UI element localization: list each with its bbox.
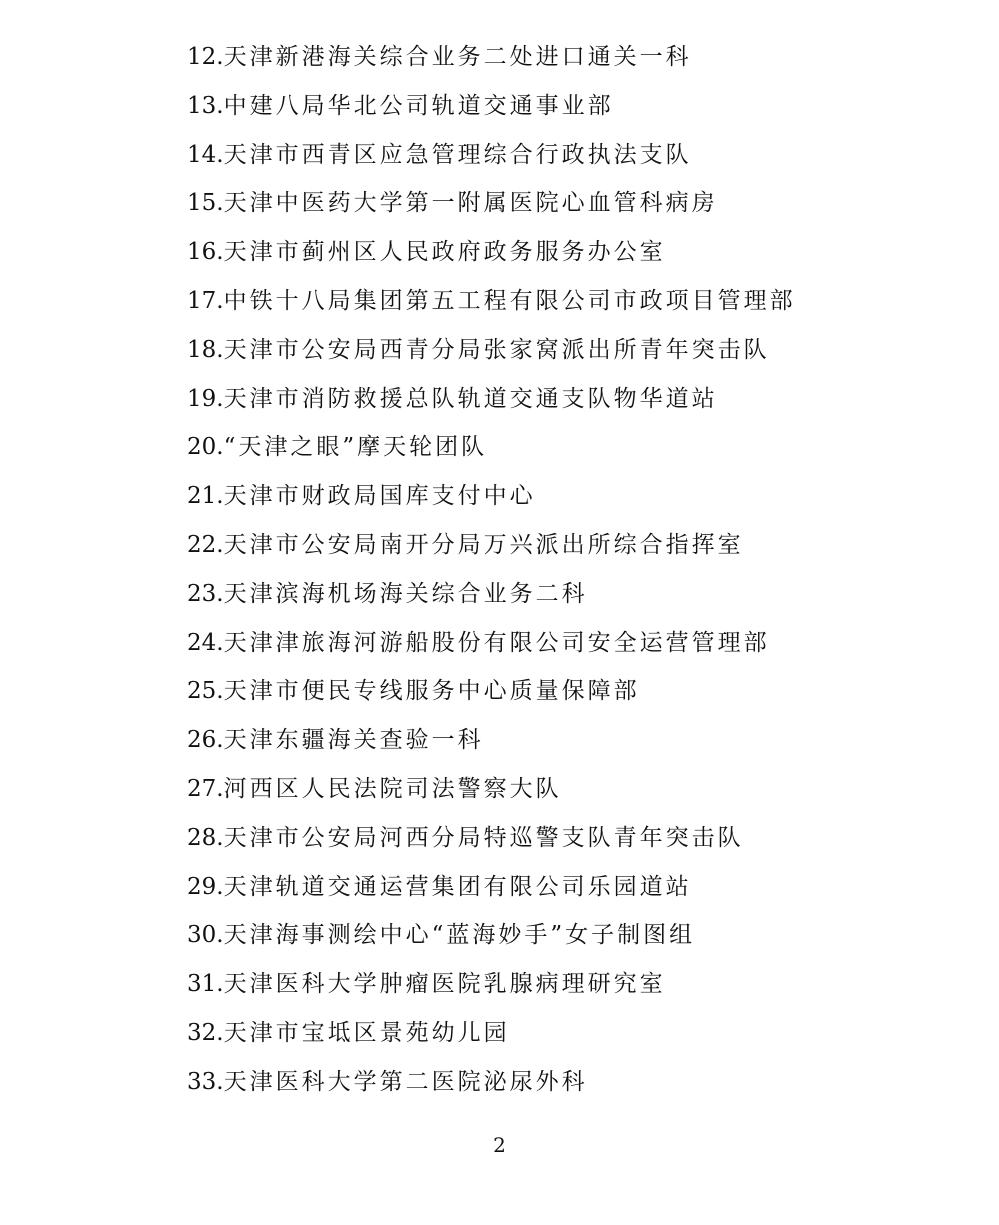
list-item-text: 天津市公安局西青分局张家窝派出所青年突击队 bbox=[223, 336, 770, 363]
list-item bbox=[187, 382, 796, 431]
list-item-number: 16. bbox=[187, 239, 224, 266]
list-item-number: 27. bbox=[187, 775, 224, 802]
list-item-text: 天津市便民专线服务中心质量保障部 bbox=[223, 678, 640, 705]
list-item bbox=[187, 333, 796, 382]
honoree-list bbox=[187, 40, 796, 1114]
list-item bbox=[187, 479, 796, 528]
list-item-text: 天津市公安局河西分局特巡警支队青年突击队 bbox=[223, 824, 744, 851]
list-item bbox=[187, 674, 796, 723]
list-item bbox=[187, 138, 796, 187]
page-number: 2 bbox=[493, 1133, 506, 1157]
list-item bbox=[187, 870, 796, 919]
list-item-number: 15. bbox=[187, 190, 224, 217]
list-item-text: 天津轨道交通运营集团有限公司乐园道站 bbox=[223, 873, 692, 900]
list-item-number: 13. bbox=[187, 92, 224, 119]
list-item-number: 32. bbox=[187, 1019, 224, 1046]
list-item-text: 天津滨海机场海关综合业务二科 bbox=[223, 580, 588, 607]
list-item-text: 天津津旅海河游船股份有限公司安全运营管理部 bbox=[223, 629, 770, 656]
list-item bbox=[187, 40, 796, 89]
list-item-number: 17. bbox=[187, 287, 224, 314]
list-item-text: 天津中医药大学第一附属医院心血管科病房 bbox=[223, 190, 718, 217]
list-item-number: 22. bbox=[187, 531, 224, 558]
list-item-number: 31. bbox=[187, 971, 224, 998]
list-item-text: “天津之眼”摩天轮团队 bbox=[223, 434, 488, 461]
list-item bbox=[187, 918, 796, 967]
list-item bbox=[187, 626, 796, 675]
list-item-text: 天津新港海关综合业务二处进口通关一科 bbox=[223, 44, 692, 70]
list-item-text: 天津市蓟州区人民政府政务服务办公室 bbox=[223, 239, 666, 266]
list-item-text: 天津市宝坻区景苑幼儿园 bbox=[223, 1019, 510, 1046]
list-item bbox=[187, 772, 796, 821]
list-item-number: 21. bbox=[187, 483, 224, 510]
list-item-text: 天津市消防救援总队轨道交通支队物华道站 bbox=[223, 385, 718, 412]
list-item-text: 天津市公安局南开分局万兴派出所综合指挥室 bbox=[223, 531, 744, 558]
list-item-text: 天津市财政局国库支付中心 bbox=[223, 483, 536, 510]
list-item bbox=[187, 284, 796, 333]
list-item bbox=[187, 235, 796, 284]
list-item-number: 20. bbox=[187, 434, 224, 461]
list-item-text: 天津市西青区应急管理综合行政执法支队 bbox=[223, 141, 692, 168]
list-item-number: 18. bbox=[187, 336, 224, 363]
list-item-text: 天津医科大学肿瘤医院乳腺病理研究室 bbox=[223, 971, 666, 998]
list-item-number: 24. bbox=[187, 629, 224, 656]
list-item-text: 天津医科大学第二医院泌尿外科 bbox=[223, 1068, 588, 1095]
list-item-number: 12. bbox=[187, 44, 224, 70]
list-item-text: 天津东疆海关查验一科 bbox=[223, 727, 484, 754]
list-item-text: 天津海事测绘中心“蓝海妙手”女子制图组 bbox=[223, 922, 696, 949]
list-item-number: 33. bbox=[187, 1068, 224, 1095]
list-item bbox=[187, 430, 796, 479]
list-item-number: 26. bbox=[187, 727, 224, 754]
list-item bbox=[187, 821, 796, 870]
list-item bbox=[187, 89, 796, 138]
list-item bbox=[187, 723, 796, 772]
list-item bbox=[187, 1016, 796, 1065]
list-item bbox=[187, 1065, 796, 1114]
list-item-text: 中铁十八局集团第五工程有限公司市政项目管理部 bbox=[223, 287, 796, 314]
list-item bbox=[187, 577, 796, 626]
list-item-number: 30. bbox=[187, 922, 224, 949]
list-item-number: 14. bbox=[187, 141, 224, 168]
list-item-number: 28. bbox=[187, 824, 224, 851]
list-item-number: 23. bbox=[187, 580, 224, 607]
list-item bbox=[187, 186, 796, 235]
list-item-text: 中建八局华北公司轨道交通事业部 bbox=[223, 92, 614, 119]
list-item-number: 29. bbox=[187, 873, 224, 900]
list-item-text: 河西区人民法院司法警察大队 bbox=[223, 775, 562, 802]
list-item-number: 25. bbox=[187, 678, 224, 705]
list-item-number: 19. bbox=[187, 385, 224, 412]
list-item bbox=[187, 528, 796, 577]
list-item bbox=[187, 967, 796, 1016]
